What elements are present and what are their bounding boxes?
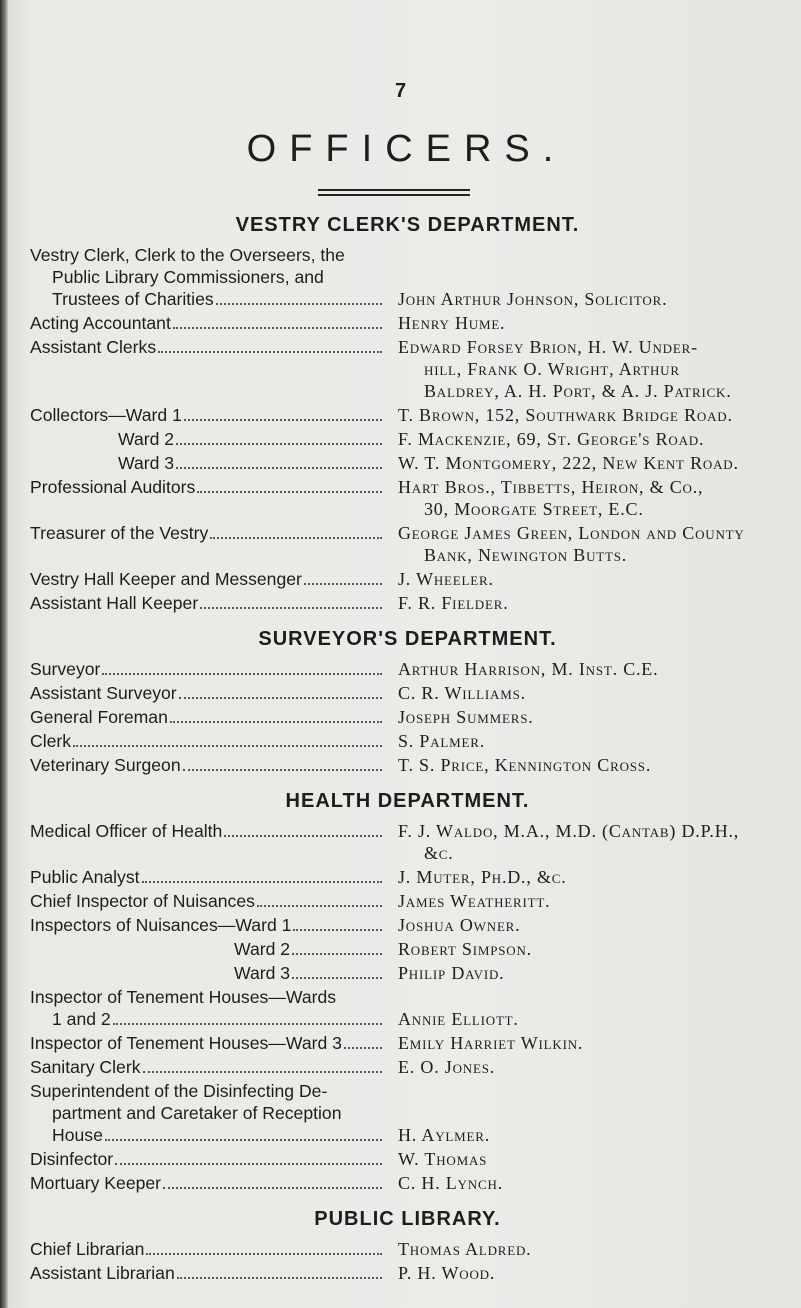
office-title-line: Ward 3 (234, 963, 291, 983)
officer-name-line: Arthur Harrison, M. Inst. C.E. (398, 659, 659, 679)
office-title-line: Vestry Hall Keeper and Messenger (30, 569, 302, 589)
officer-row (30, 1080, 785, 1146)
office-title (30, 428, 388, 450)
dot-leader (143, 1071, 383, 1073)
dot-leader (146, 1253, 382, 1255)
dot-leader (113, 1023, 382, 1025)
officers-listing (30, 212, 785, 1286)
officer-row (30, 986, 785, 1030)
office-title-line: Ward 2 (234, 939, 291, 959)
officer-name-line: Robert Simpson. (398, 939, 532, 959)
vestry-rows (30, 244, 785, 614)
office-title (30, 568, 388, 590)
dot-leader (183, 769, 382, 771)
dot-leader (344, 1047, 382, 1049)
officer-row (30, 658, 785, 680)
dot-leader (200, 607, 382, 609)
office-title (30, 404, 388, 426)
office-title-line: Clerk (30, 731, 72, 751)
officer-name-line: Edward Forsey Brion, H. W. Under- (398, 337, 698, 357)
officer-name-line: F. Mackenzie, 69, St. George's Road. (398, 429, 705, 449)
office-title (30, 938, 388, 960)
officer-row (30, 404, 785, 426)
dot-leader (158, 351, 382, 353)
public-library (30, 1206, 785, 1284)
officer-row (30, 1032, 785, 1054)
office-title (30, 682, 388, 704)
officer-name-line: Philip David. (398, 963, 505, 983)
officer-name-line: Joshua Owner. (398, 915, 521, 935)
office-title-line: Ward 3 (118, 453, 175, 473)
officer-name (388, 1056, 785, 1078)
officer-name (388, 452, 785, 474)
officer-name (388, 962, 785, 984)
office-title-line: Acting Accountant (30, 313, 171, 333)
office-title-line: Chief Inspector of Nuisances (30, 891, 255, 911)
section-heading: VESTRY CLERK'S DEPARTMENT. (235, 214, 580, 236)
officer-name (388, 754, 785, 776)
office-title (30, 866, 388, 888)
page-title: OFFICERS. (246, 128, 567, 170)
dot-leader (115, 1163, 382, 1165)
dot-leader (224, 835, 382, 837)
dot-leader (176, 467, 382, 469)
office-title-line: Inspectors of Nuisances—Ward 1 (30, 915, 292, 935)
dot-leader (170, 721, 382, 723)
officer-name-line: T. S. Price, Kennington Cross. (398, 755, 652, 775)
office-title (30, 476, 388, 498)
vestry-clerks-department (30, 212, 785, 614)
office-title (30, 592, 388, 614)
officer-name-line: H. Aylmer. (398, 1125, 491, 1145)
officer-row (30, 336, 785, 402)
officer-name-line: W. Thomas (398, 1149, 488, 1169)
section-heading: SURVEYOR'S DEPARTMENT. (258, 628, 557, 650)
office-title-line: 1 and 2 (52, 1009, 111, 1029)
officer-name (388, 428, 785, 450)
officer-name (388, 890, 785, 912)
officer-name (388, 1238, 785, 1260)
officer-name-line: Baldrey, A. H. Port, & A. J. Patrick. (424, 381, 732, 401)
officer-row (30, 476, 785, 520)
officer-name (388, 986, 785, 1030)
officer-name-line: 30, Moorgate Street, E.C. (424, 499, 644, 519)
office-title-line: Trustees of Charities (52, 289, 214, 309)
office-title (30, 1056, 388, 1078)
office-title (30, 1262, 388, 1284)
officer-name-line: C. H. Lynch. (398, 1173, 503, 1193)
officer-name-line: hill, Frank O. Wright, Arthur (424, 359, 680, 379)
officer-row (30, 914, 785, 936)
office-title (30, 730, 388, 752)
officer-name-line: E. O. Jones. (398, 1057, 496, 1077)
officer-name-line: S. Palmer. (398, 731, 486, 751)
office-title-line: Assistant Surveyor (30, 683, 177, 703)
officer-row (30, 312, 785, 334)
dot-leader (257, 905, 382, 907)
officer-name-line: T. Brown, 152, Southwark Bridge Road. (398, 405, 733, 425)
officer-name (388, 820, 785, 864)
officer-name-line: James Weatheritt. (398, 891, 551, 911)
dot-leader (210, 537, 382, 539)
officer-row (30, 890, 785, 912)
officer-name-line: Hart Bros., Tibbetts, Heiron, & Co., (398, 477, 704, 497)
office-title (30, 962, 388, 984)
office-title-line: Inspector of Tenement Houses—Ward 3 (30, 1033, 342, 1053)
office-title-line: Professional Auditors (30, 477, 196, 497)
officer-row (30, 962, 785, 984)
office-title (30, 706, 388, 728)
title-rule-top (318, 189, 470, 191)
officer-name (388, 568, 785, 590)
dot-leader (292, 953, 382, 955)
office-title (30, 890, 388, 912)
dot-leader (304, 583, 382, 585)
officer-name (388, 592, 785, 614)
officer-name-line: Bank, Newington Butts. (424, 545, 628, 565)
officer-name-line: P. H. Wood. (398, 1263, 496, 1283)
office-title (30, 914, 388, 936)
office-title-line: Mortuary Keeper (30, 1173, 162, 1193)
officer-name-line: J. Muter, Ph.D., &c. (398, 867, 567, 887)
officer-name (388, 866, 785, 888)
office-title (30, 658, 388, 680)
officer-name (388, 336, 785, 402)
office-title (30, 986, 388, 1030)
office-title (30, 820, 388, 842)
dot-leader (105, 1139, 382, 1141)
title-rule-bottom (318, 194, 470, 196)
officer-name (388, 312, 785, 334)
officer-row (30, 428, 785, 450)
officer-name (388, 682, 785, 704)
officer-name (388, 658, 785, 680)
officer-name-line: Henry Hume. (398, 313, 506, 333)
officer-name-line: George James Green, London and County (398, 523, 745, 543)
officer-row (30, 1262, 785, 1284)
officer-name (388, 1032, 785, 1054)
dot-leader (292, 977, 382, 979)
officer-row (30, 1056, 785, 1078)
dot-leader (293, 929, 382, 931)
dot-leader (216, 303, 382, 305)
dot-leader (163, 1187, 382, 1189)
officer-name-line: &c. (424, 843, 454, 863)
office-title (30, 312, 388, 334)
office-title-line: Public Library Commissioners, and (52, 267, 324, 287)
officer-name-line: W. T. Montgomery, 222, New Kent Road. (398, 453, 739, 473)
office-title-line: Disinfector (30, 1149, 114, 1169)
officer-name (388, 1148, 785, 1170)
office-title (30, 1032, 388, 1054)
office-title-line: Vestry Clerk, Clerk to the Overseers, the (30, 245, 345, 265)
health-rows (30, 820, 785, 1194)
dot-leader (142, 881, 382, 883)
officer-row (30, 754, 785, 776)
dot-leader (177, 1277, 382, 1279)
officer-row (30, 522, 785, 566)
office-title-line: Assistant Clerks (30, 337, 157, 357)
officer-name-line: F. J. Waldo, M.A., M.D. (Cantab) D.P.H., (398, 821, 740, 841)
officer-name (388, 476, 785, 520)
office-title (30, 1172, 388, 1194)
officer-name (388, 244, 785, 310)
officer-row (30, 706, 785, 728)
officer-row (30, 682, 785, 704)
dot-leader (184, 419, 382, 421)
officer-row (30, 452, 785, 474)
page-number: 7 (394, 80, 407, 102)
office-title-line: Surveyor (30, 659, 101, 679)
surveyor-rows (30, 658, 785, 776)
officer-name (388, 730, 785, 752)
library-rows (30, 1238, 785, 1284)
section-heading: HEALTH DEPARTMENT. (285, 790, 530, 812)
officer-name (388, 522, 785, 566)
officer-name (388, 938, 785, 960)
office-title-line: Assistant Hall Keeper (30, 593, 199, 613)
office-title (30, 522, 388, 544)
office-title-line: Superintendent of the Disinfecting De- (30, 1081, 328, 1101)
section-heading: PUBLIC LIBRARY. (314, 1208, 501, 1230)
officer-name (388, 706, 785, 728)
officer-row (30, 730, 785, 752)
officer-name (388, 1080, 785, 1146)
officer-name (388, 1262, 785, 1284)
office-title-line: House (52, 1125, 103, 1145)
officer-row (30, 866, 785, 888)
officer-name-line: F. R. Fielder. (398, 593, 509, 613)
officer-name-line: J. Wheeler. (398, 569, 494, 589)
office-title (30, 754, 388, 776)
dot-leader (73, 745, 382, 747)
officer-row (30, 938, 785, 960)
officer-row (30, 568, 785, 590)
officer-row (30, 1148, 785, 1170)
office-title-line: Assistant Librarian (30, 1263, 175, 1283)
office-title-line: Collectors—Ward 1 (30, 405, 182, 425)
officer-name-line: John Arthur Johnson, Solicitor. (398, 289, 668, 309)
office-title-line: Sanitary Clerk (30, 1057, 141, 1077)
dot-leader (173, 327, 382, 329)
officer-row (30, 1238, 785, 1260)
officer-name (388, 404, 785, 426)
officer-name (388, 914, 785, 936)
office-title (30, 244, 388, 310)
surveyors-department (30, 626, 785, 776)
officer-row (30, 820, 785, 864)
office-title-line: partment and Caretaker of Reception (52, 1103, 342, 1123)
office-title-line: Ward 2 (118, 429, 175, 449)
book-spine-edge (0, 0, 8, 1308)
officer-name-line: C. R. Williams. (398, 683, 526, 703)
dot-leader (176, 443, 382, 445)
office-title-line: Medical Officer of Health (30, 821, 223, 841)
office-title (30, 452, 388, 474)
officer-name (388, 1172, 785, 1194)
officer-row (30, 592, 785, 614)
office-title (30, 1080, 388, 1146)
office-title-line: Public Analyst (30, 867, 140, 887)
health-department (30, 788, 785, 1194)
office-title-line: Chief Librarian (30, 1239, 145, 1259)
office-title (30, 1238, 388, 1260)
officer-row (30, 1172, 785, 1194)
office-title-line: Inspector of Tenement Houses—Wards (30, 987, 337, 1007)
officer-name-line: Annie Elliott. (398, 1009, 519, 1029)
office-title (30, 1148, 388, 1170)
officer-name-line: Thomas Aldred. (398, 1239, 532, 1259)
dot-leader (197, 491, 382, 493)
dot-leader (179, 697, 382, 699)
office-title-line: Treasurer of the Vestry (30, 523, 209, 543)
dot-leader (102, 673, 382, 675)
officer-name-line: Emily Harriet Wilkin. (398, 1033, 584, 1053)
officer-name-line: Joseph Summers. (398, 707, 534, 727)
office-title (30, 336, 388, 358)
officer-row (30, 244, 785, 310)
office-title-line: Veterinary Surgeon (30, 755, 181, 775)
office-title-line: General Foreman (30, 707, 168, 727)
